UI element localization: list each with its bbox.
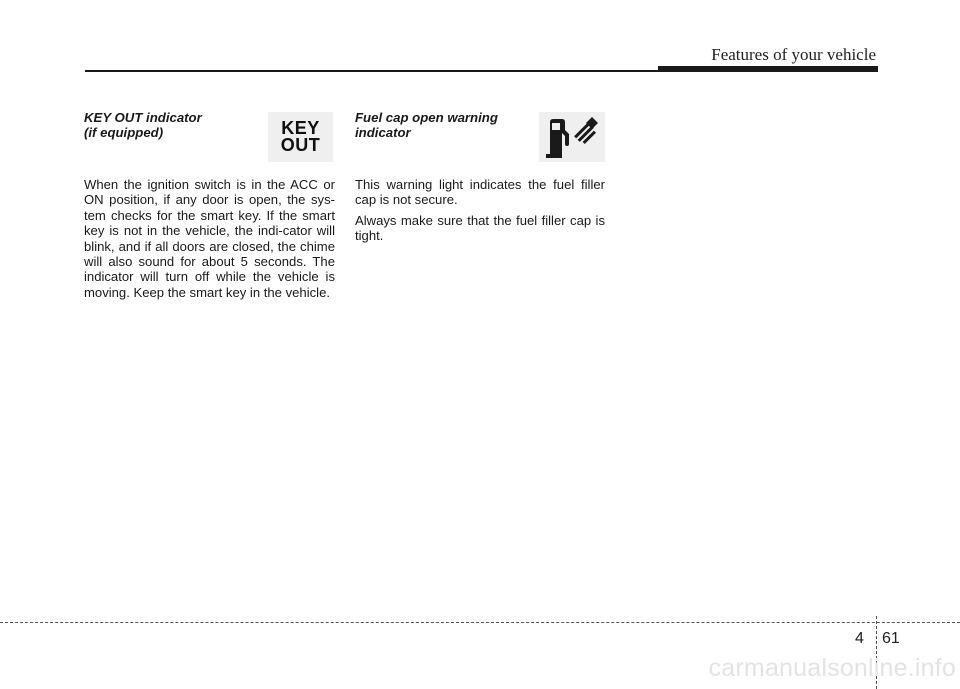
watermark: carmanualsonline.info bbox=[708, 654, 956, 682]
fuel-cap-heading-line1: Fuel cap open warning bbox=[355, 110, 498, 125]
key-out-icon-text-line2: OUT bbox=[280, 135, 321, 155]
key-out-heading-line1: KEY OUT indicator bbox=[84, 110, 202, 125]
key-out-description: When the ignition switch is in the ACC or ON position, if any door is open, the sys-tem checks for the smart key. If the smart key is not in the vehicle, the indi-cator will blink, and if all doors are closed, the chime will also sound for about 5 seconds. The indicator will turn off while the vehicle is moving. Keep the smart key in the vehicle. bbox=[84, 177, 335, 300]
key-out-heading-line2: (if equipped) bbox=[84, 125, 164, 140]
key-out-icon-text-line1: KEY bbox=[281, 118, 320, 138]
header-rule-accent bbox=[658, 66, 878, 72]
header-rule bbox=[85, 70, 660, 72]
key-out-heading bbox=[84, 110, 264, 140]
fuel-cap-paragraph-2: Always make sure that the fuel filler cap is tight. bbox=[355, 212, 605, 244]
footer-rule bbox=[0, 622, 960, 623]
key-out-indicator-icon bbox=[268, 112, 333, 162]
fuel-cap-description bbox=[355, 177, 605, 249]
key-out-icon-label bbox=[281, 120, 321, 154]
section-title: Features of your vehicle bbox=[711, 45, 876, 64]
chapter-number: 4 bbox=[855, 630, 864, 647]
fuel-cap-heading bbox=[355, 110, 535, 140]
fuel-cap-paragraph-1: This warning light indicates the fuel filler cap is not secure. bbox=[355, 177, 605, 208]
page-number: 61 bbox=[882, 630, 900, 647]
fuel-cap-open-icon bbox=[539, 112, 605, 162]
fuel-pump-icon bbox=[542, 114, 602, 160]
fuel-cap-heading-line2: indicator bbox=[355, 125, 411, 140]
